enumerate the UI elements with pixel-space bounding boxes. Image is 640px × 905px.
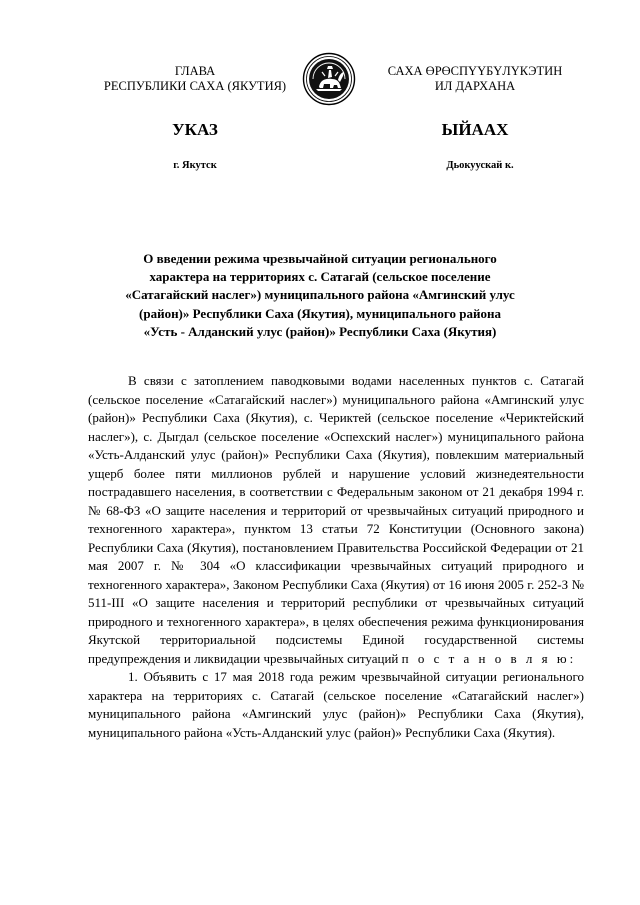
issuer-yakut bbox=[360, 64, 590, 94]
title-line: (район)» Республики Саха (Якутия), муниципального района bbox=[139, 305, 501, 321]
title-line: О введении режима чрезвычайной ситуации регионального bbox=[143, 251, 497, 266]
issuer-russian bbox=[80, 64, 310, 94]
decree-word: п о с т а н о в л я ю: bbox=[401, 650, 577, 666]
issuer-russian-line1: ГЛАВА bbox=[174, 64, 216, 78]
title-line: характера на территориях с. Сатагай (сельское поселение bbox=[149, 269, 491, 285]
title-line: «Сатагайский наслег») муниципального района «Амгинский улус bbox=[125, 287, 515, 303]
document-kind-russian: УКАЗ bbox=[172, 120, 218, 139]
coat-of-arms-emblem bbox=[302, 52, 356, 106]
decree-body bbox=[88, 372, 584, 742]
preamble-text: В связи с затоплением паводковыми водами населенных пунктов с. Сатагай (сельское поселение «Сатагайский наслег») муниципального района «Амгинский улус (район)» Республики Саха (Якутия), с. Чериктей (сельское поселение «Чериктейский наслег»), с. Дыгдал (сельское поселение «Оспехский наслег») муниципального района «Усть-Алданский улус (район)» Республики Саха (Якутия), повлекшим материальный ущерб более пяти миллионов рублей и нарушение условий жизнедеятельности пострадавшего населения, в соответствии с Федеральным законом от 21 декабря 1994 г. № 68-ФЗ «О защите населения и территорий от чрезвычайных ситуаций природного и техногенного характера», пунктом 13 статьи 72 Конституции (Основного закона) Республики Саха (Якутия), постановлением Правительства Российской Федерации от 21 мая 2007 г. № 304 «О классификации чрезвычайных ситуаций природного и техногенного характера», Законом Республики Саха (Якутия) от 16 июня 2005 г. 252-З № 511-III «О защите населения и территорий республики от чрезвычайных ситуаций природного и техногенного характера», в целях обеспечения режима функционирования Якутской территориальной подсистемы Единой государственной системы предупреждения и ликвидации чрезвычайных ситуаций bbox=[88, 373, 584, 666]
city-yakut: Дьокуускай к. bbox=[446, 160, 514, 171]
issuer-russian-line2: РЕСПУБЛИКИ САХА (ЯКУТИЯ) bbox=[103, 79, 287, 93]
city-russian: г. Якутск bbox=[173, 160, 217, 171]
issuer-yakut-line2: ИЛ ДАРХАНА bbox=[434, 79, 516, 93]
decree-title bbox=[95, 250, 545, 341]
preamble-paragraph bbox=[88, 372, 584, 668]
issuer-yakut-line1: САХА ӨРӨСПҮҮБҮЛҮКЭТИН bbox=[387, 64, 563, 78]
document-kind-yakut: ЫЙААХ bbox=[441, 120, 509, 139]
item-1-paragraph: 1. Объявить с 17 мая 2018 года режим чрезвычайной ситуации регионального характера на территориях с. Сатагай (сельское поселение «Сатагайский наслег») муниципального района «Амгинский улус (район)» Республики Саха (Якутия), муниципального района «Усть-Алданский улус (район)» Республики Саха (Якутия). bbox=[88, 669, 584, 740]
title-line: «Усть - Алданский улус (район)» Республики Саха (Якутия) bbox=[143, 323, 497, 339]
